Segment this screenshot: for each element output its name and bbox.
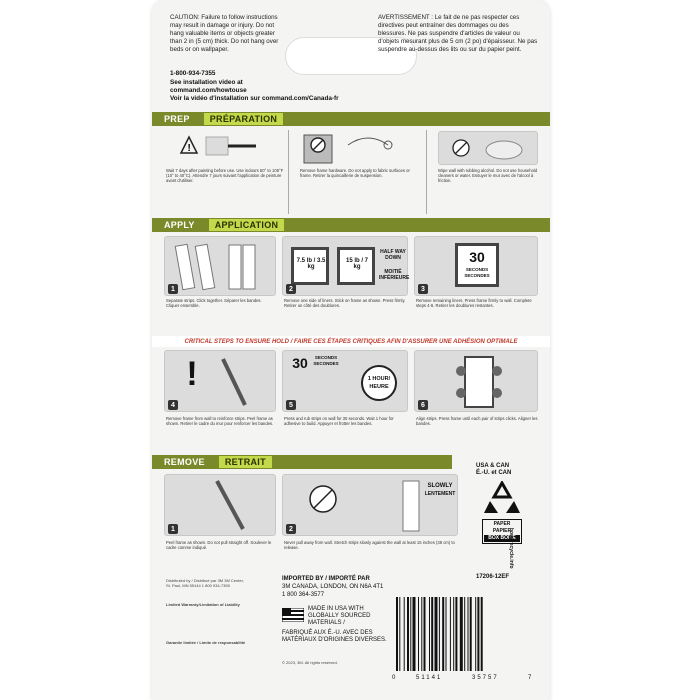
slowly-label: SLOWLY [427,483,453,489]
remove-header [152,455,452,469]
seconds-number-2: 30 [292,355,308,371]
apply-step-2-panel [282,236,408,296]
seconds-number: 30 [469,249,485,265]
step-badge: 6 [418,400,428,410]
critical-banner: CRITICAL STEPS TO ENSURE HOLD / FAIRE CES ÉTAPES CRITIQUES AFIN D'ASSURER UNE ADHÉSION OPTIMALE [152,336,550,347]
prep-header [152,112,550,126]
barcode-bar [435,597,438,671]
hardware-icon [300,131,410,167]
step-badge: 2 [286,284,296,294]
importer-title: IMPORTED BY / IMPORTÉ PAR [282,576,370,582]
barcode-bar [404,597,405,671]
prep-label-fr: PRÉPARATION [204,113,283,125]
barcode-bar [431,597,433,671]
step-badge: 2 [286,524,296,534]
barcode-bar [396,597,398,671]
barcode-bar [460,597,463,671]
clock-icon [361,365,397,401]
remove-step-2-panel [282,474,458,536]
prep-label: PREP [164,114,190,124]
seconds-label-fr: SECONDES [464,273,490,278]
remove-text-1: Peel frame as shown. Do not pull straight off. Soulever le cadre comme indiqué. [166,540,272,551]
caution-en: CAUTION: Failure to follow instructions may result in damage or injury. Do not hang valuable items or objects greater than 2 in (5 cm) thick. Do not hang over beds or on wallpaper. [170,14,279,53]
halfway-label: HALF WAY DOWN [380,249,406,261]
step-badge: 1 [168,524,178,534]
prep-step-alcohol [438,131,538,165]
barcode-bar [407,597,409,671]
barcode-bar [442,597,444,671]
barcode [392,595,542,685]
prep-divider-2 [426,130,427,214]
barcode-bar [453,597,454,671]
us-flag-icon [282,608,304,622]
recycle-box-label: BOX BOÎTE [484,535,520,542]
apply-label: APPLY [164,220,195,230]
barcode-bar [413,597,416,671]
frame-large [337,247,375,285]
step-badge: 1 [168,284,178,294]
barcode-bar [464,597,465,671]
recycle-url[interactable]: how2recycle.info [508,528,514,569]
seconds-label-fr-2: SECONDES [313,361,339,366]
copyright: © 2023, 3M. All rights reserved. [282,660,338,665]
peel-frame-icon [165,475,277,537]
barcode-digit-left: 0 [392,675,396,681]
barcode-bar [439,597,440,671]
apply-step-3-panel [414,236,538,296]
step-badge: 4 [168,400,178,410]
halfway-label-fr: MOITIÉ INFÉRIEURE [379,269,410,281]
barcode-bar [477,597,479,671]
critical-text-4: Remove frame from wall to reinforce strips. Peel frame as shown. Retirer le cadre du mur pour renforcer les bandes. [166,416,274,427]
weight-b: 15 lb / 7 kg [345,258,368,270]
barcode-group1: 51141 [416,675,443,681]
caution-fr: AVERTISSEMENT : Le fait de ne pas respecter ces directives peut entraîner des dommages ou des blessures. Ne pas suspendre d'articles de valeur ou d'objets mesurant plus de 5 cm (2 po) d'épaisseur. Ne pas suspendre au-dessus des lits ou sur du papier peint. [378,14,538,53]
align-icon [415,351,539,413]
recycle-region-fr: É.-U. et CAN [476,470,512,476]
made-in-fr: FABRIQUÉ AUX É.-U. AVEC DES MATÉRIAUX D'ORIGINES DIVERSES. [282,630,387,643]
recycle-icon [482,481,522,515]
hour-label: 1 HOUR/ [367,376,391,382]
critical-text-6: Align strips. Press frame until each pair of strips clicks. Aligner les bandes. [416,416,538,427]
warranty-title: Limited Warranty/Limitation of Liability [166,602,240,607]
product-code: 17206-12EF [476,574,510,580]
frame-press [455,243,499,287]
barcode-bar [475,597,476,671]
weight-a: 7.5 lb / 3.5 kg [296,258,326,270]
barcode-bar [410,597,411,671]
importer-line2: 1 800 364-3577 [282,592,325,598]
apply-text-3: Remove remaining liners. Press frame firmly to wall. Complete steps 4-6. Retirer les doublures restantes. [416,298,532,309]
barcode-bar [470,597,472,671]
strips-icon [165,237,277,297]
critical-step-5-panel [282,350,408,412]
recycle-region: USA & CAN [476,463,510,469]
remove-text-2: Never pull away from wall. Stretch strips slowly against the wall at least 15 inches (38 cm) to release. [284,540,455,551]
wipe-icon [439,132,539,166]
barcode-bar [450,597,451,671]
remove-step-1-panel [164,474,276,536]
recycle-paper: PAPER PAPIER [492,521,512,534]
frame-small [291,247,329,285]
slowly-label-fr: LENTEMENT [424,491,456,497]
critical-step-4-panel [164,350,276,412]
warranty-title-fr: Garantie limitée / Limite de responsabilité [166,640,246,645]
video-link-fr[interactable]: Voir la vidéo d'installation sur command.com/Canada-fr [170,95,339,102]
remove-label-fr: RETRAIT [219,456,272,468]
importer-line1: 3M CANADA, LONDON, ON N6A 4T1 [282,584,384,590]
distributor: Distributed by / Distribué par 3M 3M Center, St. Paul, MN 55144 1 800 934-7355 [166,578,244,588]
seconds-label-2: SECONDS [314,355,338,360]
prep-divider [288,130,289,214]
apply-text-2: Remove one side of liners. Stick on frame as shown. Press firmly. Retirer un côté des doublures. [284,298,406,309]
apply-step-1-panel [164,236,276,296]
critical-step-6-panel [414,350,538,412]
prep-text-3: Wipe wall with rubbing alcohol. Do not use household cleaners or water. Essuyer le mur avec de l'alcool à friction. [438,168,538,184]
phone-number: 1-800-934-7355 [170,70,216,77]
prep-text-2: Remove frame hardware. Do not apply to fabric surfaces or frame. Retirer la quincaillerie de suspension. [300,168,410,179]
barcode-bar [481,597,483,671]
barcode-bars [392,595,532,675]
svg-text:!: ! [187,143,191,154]
apply-text-1: Separate strips. Click together. Séparer les bandes. Cliquer ensemble. [166,298,262,309]
hour-label-fr: HEURE [369,384,389,390]
package-back [152,0,550,700]
recycle-box [482,519,522,544]
barcode-digit-right: 7 [528,675,532,681]
seconds-label: SECONDS [465,267,489,272]
barcode-bar [468,597,469,671]
step-badge: 5 [286,400,296,410]
barcode-bar [418,597,419,671]
barcode-bar [424,597,426,671]
prep-text-1: Wait 7 days after painting before use. Use indoors 50° to 105°F (10° to 40°C). Attendre 7 jours suivant l'application de peinture avant d'utiliser. [166,168,284,184]
warning-roller-icon [166,131,266,161]
barcode-bar [399,597,400,671]
step-badge: 3 [418,284,428,294]
barcode-bar [429,597,430,671]
video-link-en[interactable]: See installation video at command.com/howtouse [170,79,247,94]
critical-text-5: Press and rub strips on wall for 30 seconds. Wait 1 hour for adhesive to build. Appuyer et frotter les bandes. [284,416,394,427]
apply-header [152,218,550,232]
prep-step-hardware [300,131,410,167]
barcode-bar [455,597,457,671]
peel-icon [165,351,277,413]
made-in-en: MADE IN USA WITH GLOBALLY SOURCED MATERIALS / [308,606,371,626]
barcode-group2: 35757 [472,675,499,681]
apply-label-fr: APPLICATION [209,219,285,231]
barcode-bar [446,597,447,671]
exclamation-icon: ! [186,355,198,393]
barcode-bar [421,597,422,671]
remove-label: REMOVE [164,457,205,467]
